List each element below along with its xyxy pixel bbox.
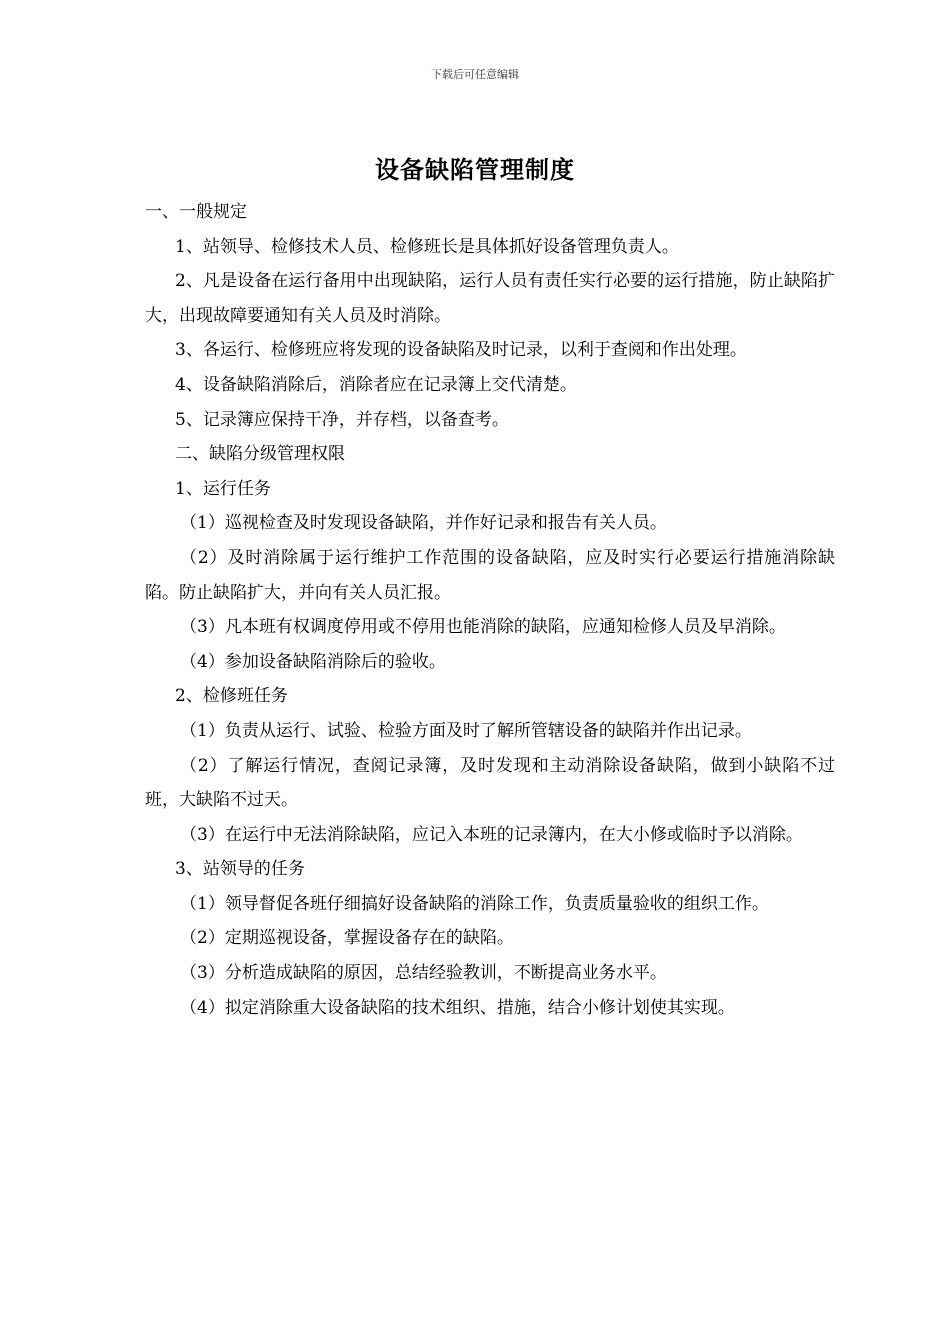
paragraph: 2、凡是设备在运行备用中出现缺陷，运行人员有责任实行必要的运行措施，防止缺陷扩大，出现故障要通知有关人员及时消除。 [145, 271, 835, 326]
paragraph: （2）定期巡视设备，掌握设备存在的缺陷。 [180, 928, 514, 949]
paragraph: （4）拟定消除重大设备缺陷的技术组织、措施，结合小修计划使其实现。 [180, 997, 735, 1018]
paragraph: （3）在运行中无法消除缺陷，应记入本班的记录簿内，在大小修或临时予以消除。 [180, 824, 803, 845]
paragraph: （2）及时消除属于运行维护工作范围的设备缺陷，应及时实行必要运行措施消除缺陷。防止缺陷扩大，并向有关人员汇报。 [145, 547, 835, 603]
header-note: 下载后可任意编辑 [431, 68, 519, 81]
paragraph: （1）负责从运行、试验、检验方面及时了解所管辖设备的缺陷并作出记录。 [180, 720, 752, 741]
paragraph: （1）领导督促各班仔细搞好设备缺陷的消除工作，负责质量验收的组织工作。 [180, 893, 769, 914]
paragraph: 1、站领导、检修技术人员、检修班长是具体抓好设备管理负责人。 [175, 236, 679, 257]
paragraph: （4）参加设备缺陷消除后的验收。 [180, 651, 446, 672]
section-heading-levels: 二、缺陷分级管理权限 [175, 444, 345, 465]
document-body [145, 195, 835, 1025]
paragraph: （3）凡本班有权调度停用或不停用也能消除的缺陷，应通知检修人员及早消除。 [180, 617, 786, 638]
paragraph: 3、各运行、检修班应将发现的设备缺陷及时记录，以利于查阅和作出处理。 [175, 340, 747, 361]
document-title: 设备缺陷管理制度 [375, 155, 575, 184]
subsection-heading: 2、检修班任务 [175, 686, 288, 707]
paragraph: 4、设备缺陷消除后，消除者应在记录簿上交代清楚。 [175, 374, 577, 395]
paragraph: （3）分析造成缺陷的原因，总结经验教训，不断提高业务水平。 [180, 963, 667, 984]
paragraph: 5、记录簿应保持干净，并存档，以备查考。 [175, 409, 509, 430]
paragraph: （2）了解运行情况，查阅记录簿，及时发现和主动消除设备缺陷，做到小缺陷不过班，大缺陷不过天。 [145, 755, 835, 811]
subsection-heading: 1、运行任务 [175, 478, 271, 499]
subsection-heading: 3、站领导的任务 [175, 859, 305, 880]
paragraph: （1）巡视检查及时发现设备缺陷，并作好记录和报告有关人员。 [180, 513, 667, 534]
section-heading-general: 一、一般规定 [145, 202, 247, 222]
